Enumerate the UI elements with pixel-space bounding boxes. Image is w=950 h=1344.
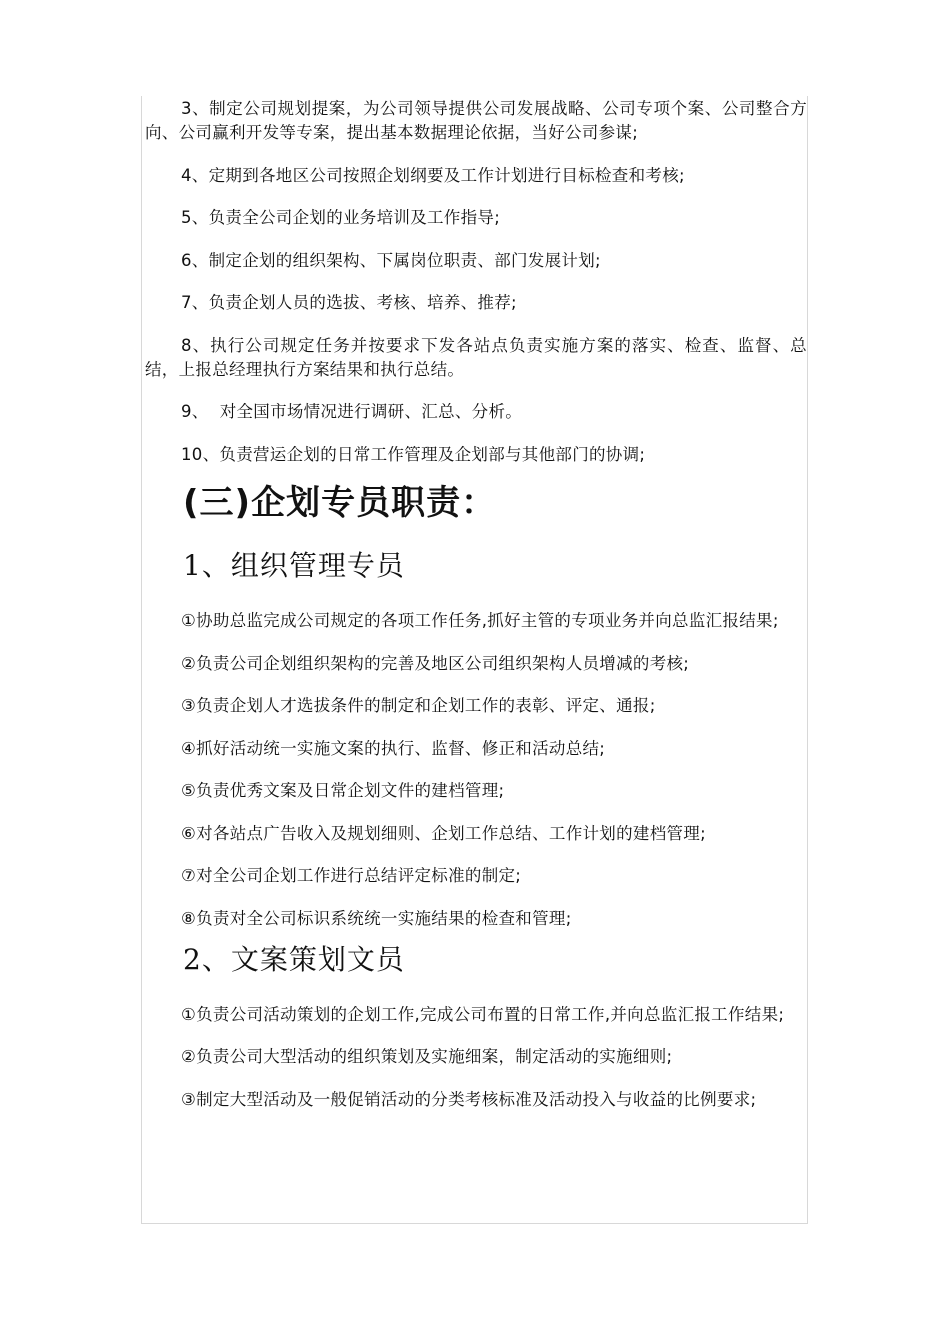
list-item: ⑤负责优秀文案及日常企划文件的建档管理;: [181, 781, 505, 800]
list-item: ⑧负责对全公司标识系统统一实施结果的检查和管理;: [181, 908, 572, 928]
subsection-heading-2: 2、文案策划文员: [183, 942, 405, 976]
list-item: ④抓好活动统一实施文案的执行、监督、修正和活动总结;: [181, 738, 606, 758]
list-item: 3、制定公司规划提案，为公司领导提供公司发展战略、公司专项个案、公司整合方向、公司赢利开发等专案，提出基本数据理论依据，当好公司参谋;: [145, 99, 807, 142]
section-heading: (三)企划专员职责：: [183, 483, 497, 523]
list-item: 8、执行公司规定任务并按要求下发各站点负责实施方案的落实、检查、监督、总结，上报总经理执行方案结果和执行总结。: [145, 335, 807, 379]
list-item: 7、负责企划人员的选拔、考核、培养、推荐;: [181, 293, 517, 312]
list-item: 6、制定企划的组织架构、下属岗位职责、部门发展计划;: [181, 250, 601, 270]
list-item: 9、 对全国市场情况进行调研、汇总、分析。: [181, 402, 523, 421]
list-item: 5、负责全公司企划的业务培训及工作指导;: [181, 208, 501, 227]
list-item: ①协助总监完成公司规定的各项工作任务,抓好主管的专项业务并向总监汇报结果;: [181, 611, 779, 630]
document-body: [145, 97, 807, 1130]
list-item: ③负责企划人才选拔条件的制定和企划工作的表彰、评定、通报;: [181, 696, 656, 715]
subsection-heading-1: 1、组织管理专员: [183, 549, 405, 582]
list-item: 4、定期到各地区公司按照企划纲要及工作计划进行目标检查和考核;: [181, 165, 685, 185]
list-item: 10、负责营运企划的日常工作管理及企划部与其他部门的协调;: [181, 444, 646, 464]
list-item: ①负责公司活动策划的企划工作,完成公司布置的日常工作,并向总监汇报工作结果;: [181, 1004, 785, 1024]
list-item: ⑥对各站点广告收入及规划细则、企划工作总结、工作计划的建档管理;: [181, 823, 706, 843]
list-item: ⑦对全公司企划工作进行总结评定标准的制定;: [181, 866, 522, 885]
list-item: ②负责公司大型活动的组织策划及实施细案，制定活动的实施细则;: [181, 1047, 673, 1066]
list-item: ③制定大型活动及一般促销活动的分类考核标准及活动投入与收益的比例要求;: [181, 1089, 757, 1109]
list-item: ②负责公司企划组织架构的完善及地区公司组织架构人员增减的考核;: [181, 653, 690, 673]
